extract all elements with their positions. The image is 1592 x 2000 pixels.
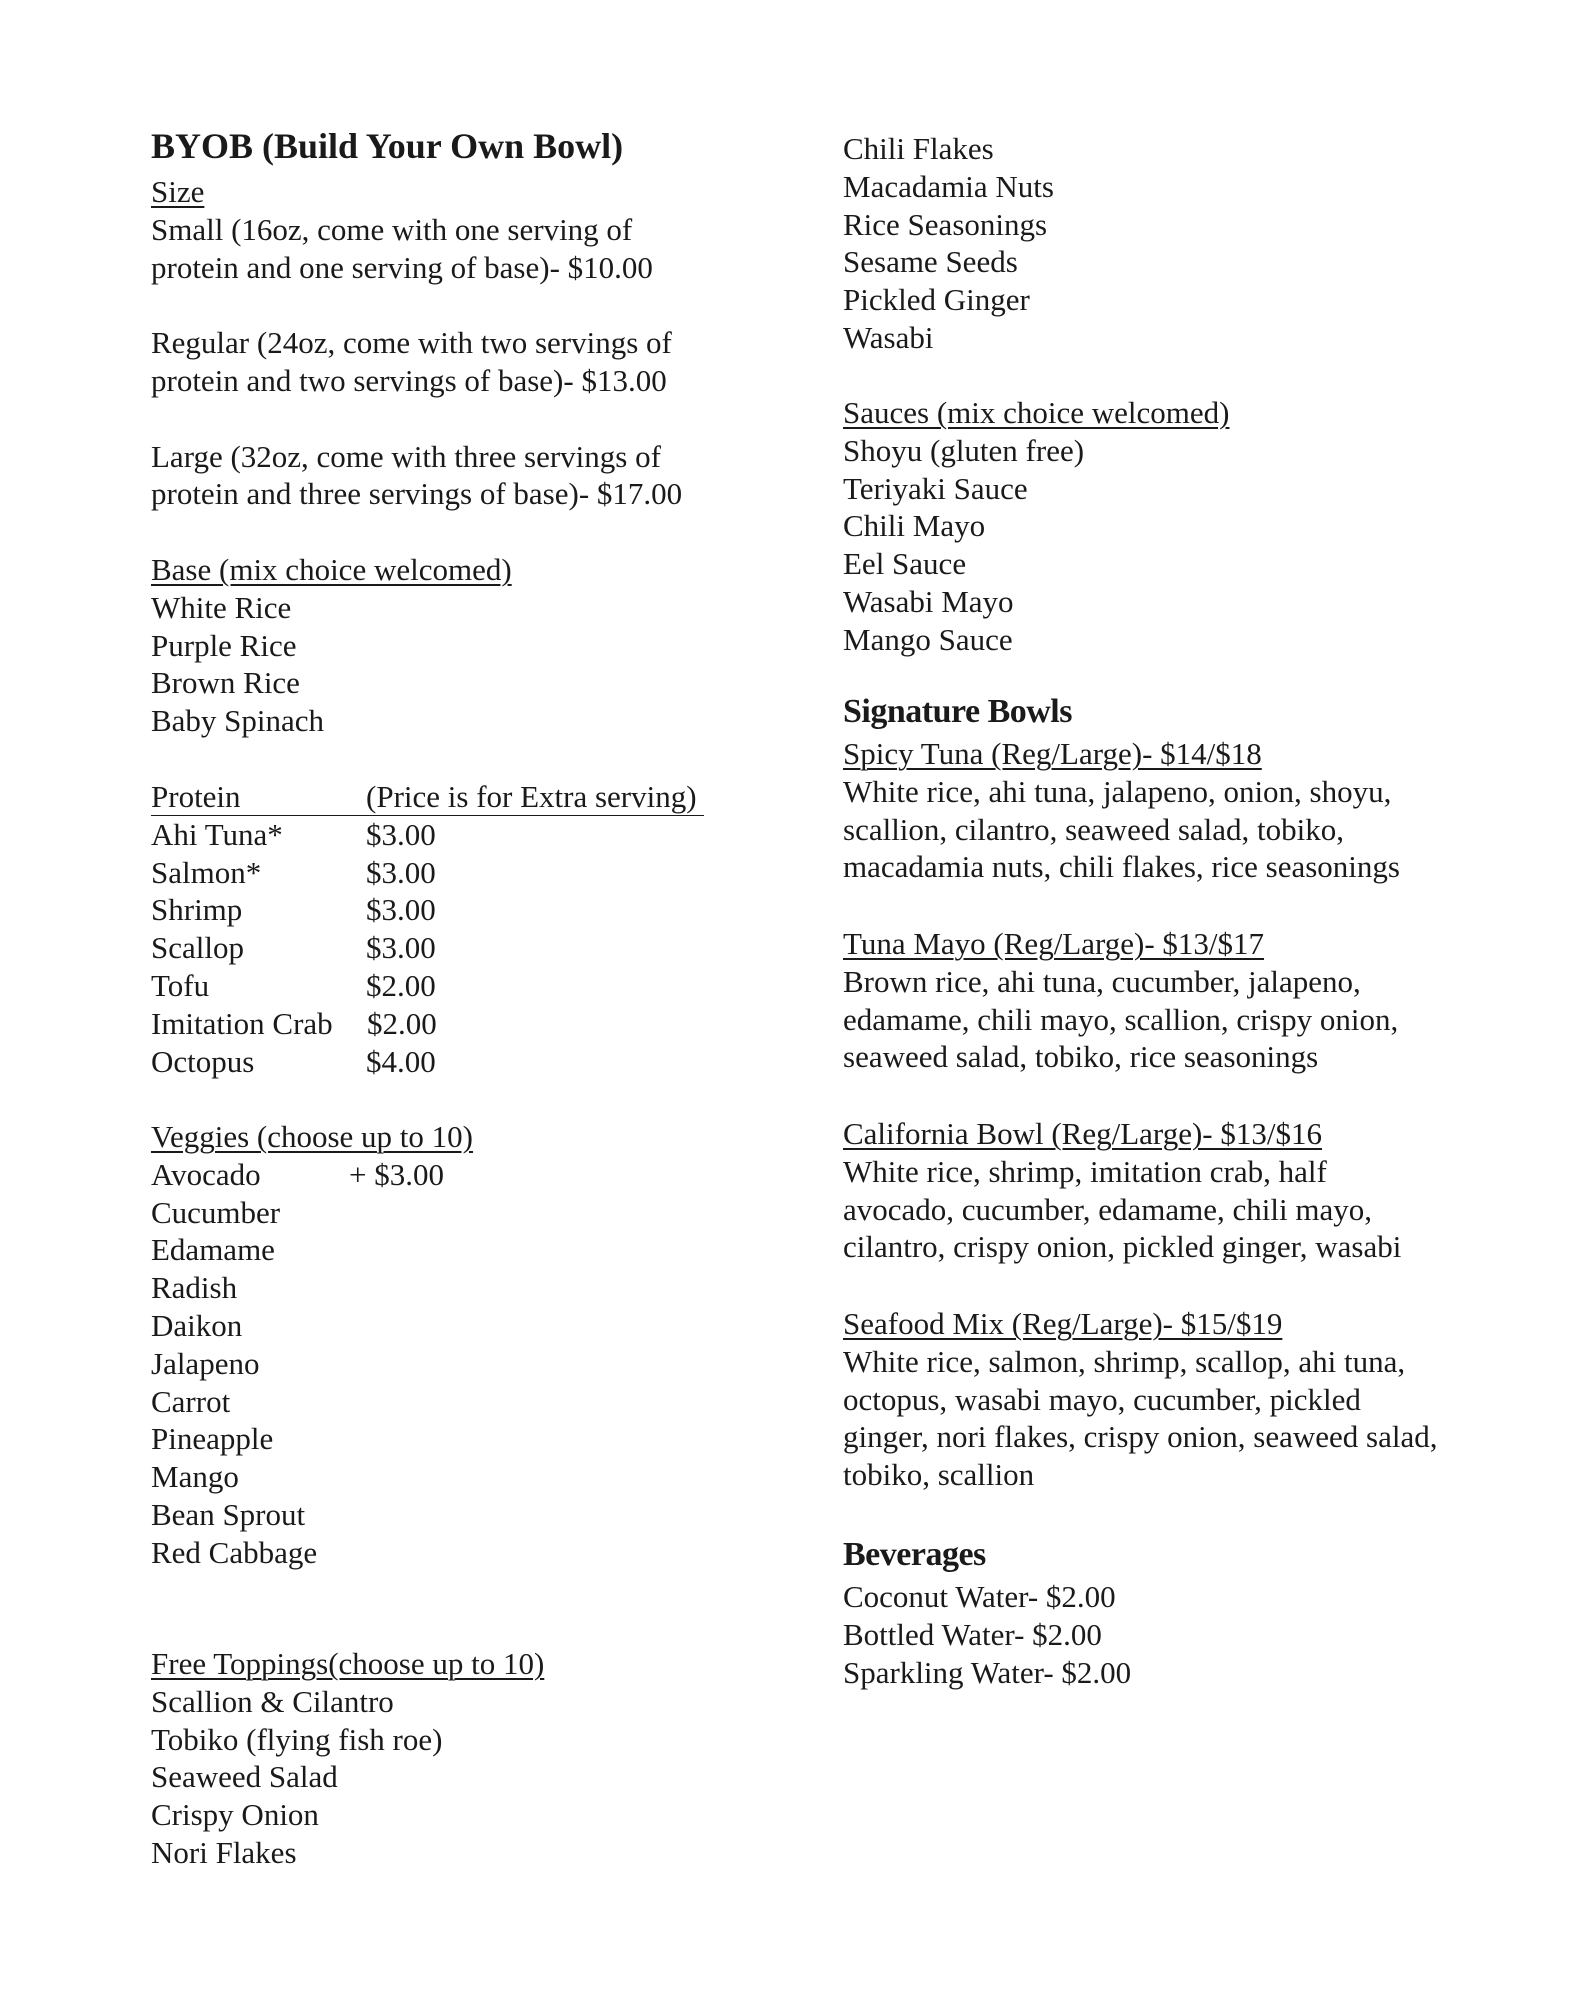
- sauce-item: Chili Mayo: [843, 508, 986, 544]
- protein-row: [151, 854, 704, 892]
- signature-bowl-description: Brown rice, ahi tuna, cucumber, jalapeno, edamame, chili mayo, scallion, crispy onion, seaweed salad, tobiko, rice seasonings: [843, 963, 1399, 1075]
- sauces-heading: Sauces (mix choice welcomed): [843, 395, 1230, 430]
- base-item: White Rice: [151, 589, 292, 625]
- protein-row: [151, 891, 704, 929]
- protein-row: [151, 1005, 704, 1043]
- protein-price: $3.00: [366, 930, 436, 966]
- base-heading: Base (mix choice welcomed): [151, 552, 512, 587]
- topping-item: Wasabi: [843, 319, 934, 355]
- size-large-line1: Large (32oz, come with three servings of: [151, 438, 661, 474]
- protein-name: Ahi Tuna*: [151, 816, 283, 852]
- protein-heading: Protein: [151, 779, 241, 814]
- size-regular-line1: Regular (24oz, come with two servings of: [151, 325, 672, 361]
- topping-item: Chili Flakes: [843, 131, 994, 166]
- veggie-item: Cucumber: [151, 1194, 281, 1230]
- beverage-item: Coconut Water- $2.00: [843, 1579, 1116, 1614]
- protein-price: $3.00: [366, 854, 436, 890]
- signature-bowl-name: Tuna Mayo (Reg/Large)- $13/$17: [843, 926, 1265, 961]
- protein-name: Imitation Crab: [151, 1005, 333, 1041]
- protein-name: Shrimp: [151, 892, 243, 928]
- protein-price: $2.00: [367, 1005, 437, 1041]
- protein-heading-row: [151, 778, 704, 816]
- veggies-heading: Veggies (choose up to 10): [151, 1119, 473, 1154]
- size-regular-line2: protein and two servings of base)- $13.00: [151, 362, 667, 398]
- signature-bowl: [843, 1305, 1463, 1494]
- base-item: Baby Spinach: [151, 703, 325, 739]
- veggie-item: Carrot: [151, 1383, 231, 1419]
- size-heading: Size: [151, 174, 205, 209]
- veggie-item: Jalapeno: [151, 1345, 260, 1381]
- veggie-avocado-price: + $3.00: [349, 1156, 444, 1192]
- signature-bowl-name: Spicy Tuna (Reg/Large)- $14/$18: [843, 736, 1262, 771]
- size-section: [151, 173, 682, 513]
- signature-heading: Signature Bowls: [843, 693, 1072, 730]
- size-small-line2: protein and one serving of base)- $10.00: [151, 249, 653, 285]
- beverage-item: Bottled Water- $2.00: [843, 1616, 1102, 1652]
- byob-title: BYOB (Build Your Own Bowl): [151, 126, 624, 166]
- topping-item: Pickled Ginger: [843, 282, 1030, 318]
- protein-name: Octopus: [151, 1043, 255, 1079]
- toppings-continued: [843, 130, 1054, 357]
- protein-row: [151, 816, 704, 854]
- beverages-section: [843, 1578, 1131, 1691]
- topping-item: Tobiko (flying fish roe): [151, 1721, 443, 1757]
- sauce-item: Shoyu (gluten free): [843, 432, 1085, 468]
- base-section: [151, 551, 512, 740]
- protein-price-note: (Price is for Extra serving): [366, 779, 697, 814]
- base-item: Purple Rice: [151, 627, 297, 663]
- veggie-item: Edamame: [151, 1232, 275, 1268]
- signature-bowl-name: California Bowl (Reg/Large)- $13/$16: [843, 1116, 1322, 1151]
- sauces-section: [843, 394, 1230, 659]
- size-large-line2: protein and three servings of base)- $17.00: [151, 476, 683, 512]
- protein-name: Tofu: [151, 967, 210, 1003]
- signature-bowl-description: White rice, salmon, shrimp, scallop, ahi tuna, octopus, wasabi mayo, cucumber, pickled ginger, nori flakes, crispy onion, seaweed salad, tobiko, scallion: [843, 1343, 1438, 1493]
- topping-item: Nori Flakes: [151, 1834, 297, 1870]
- topping-item: Scallion & Cilantro: [151, 1683, 394, 1719]
- veggie-item: Pineapple: [151, 1421, 274, 1457]
- veggie-avocado-name: Avocado: [151, 1156, 261, 1192]
- size-small-line1: Small (16oz, come with one serving of: [151, 211, 633, 247]
- topping-item: Macadamia Nuts: [843, 168, 1054, 204]
- signature-bowl: [843, 925, 1443, 1076]
- protein-price: $2.00: [366, 967, 436, 1003]
- signature-bowl-name: Seafood Mix (Reg/Large)- $15/$19: [843, 1306, 1283, 1341]
- toppings-section: [151, 1645, 544, 1872]
- veggie-item: Mango: [151, 1459, 239, 1495]
- veggie-avocado-row: [151, 1156, 473, 1194]
- base-item: Brown Rice: [151, 665, 300, 701]
- toppings-heading: Free Toppings(choose up to 10): [151, 1646, 545, 1681]
- sauce-item: Eel Sauce: [843, 546, 967, 582]
- topping-item: Rice Seasonings: [843, 206, 1048, 242]
- signature-bowl: [843, 735, 1443, 886]
- sauce-item: Teriyaki Sauce: [843, 470, 1028, 506]
- beverage-item: Sparkling Water- $2.00: [843, 1654, 1132, 1690]
- topping-item: Crispy Onion: [151, 1797, 319, 1833]
- signature-bowl-description: White rice, ahi tuna, jalapeno, onion, shoyu, scallion, cilantro, seaweed salad, tobiko, macadamia nuts, chili flakes, rice seasonings: [843, 773, 1400, 885]
- protein-row: [151, 929, 704, 967]
- topping-item: Sesame Seeds: [843, 244, 1018, 280]
- protein-price: $3.00: [366, 816, 436, 852]
- protein-price: $3.00: [366, 892, 436, 928]
- veggie-item: Daikon: [151, 1307, 243, 1343]
- veggie-item: Red Cabbage: [151, 1534, 318, 1570]
- veggie-item: Radish: [151, 1270, 238, 1306]
- sauce-item: Wasabi Mayo: [843, 583, 1014, 619]
- sauce-item: Mango Sauce: [843, 621, 1013, 657]
- protein-name: Scallop: [151, 930, 244, 966]
- signature-bowl-description: White rice, shrimp, imitation crab, half avocado, cucumber, edamame, chili mayo, cilantro, crispy onion, pickled ginger, wasabi: [843, 1153, 1402, 1265]
- protein-row: [151, 967, 704, 1005]
- protein-row: [151, 1043, 704, 1081]
- protein-price: $4.00: [366, 1043, 436, 1079]
- veggies-section: [151, 1118, 473, 1572]
- signature-bowl: [843, 1115, 1443, 1266]
- topping-item: Seaweed Salad: [151, 1759, 338, 1795]
- protein-section: [151, 778, 704, 1080]
- beverages-heading: Beverages: [843, 1536, 986, 1573]
- protein-name: Salmon*: [151, 854, 262, 890]
- veggie-item: Bean Sprout: [151, 1496, 306, 1532]
